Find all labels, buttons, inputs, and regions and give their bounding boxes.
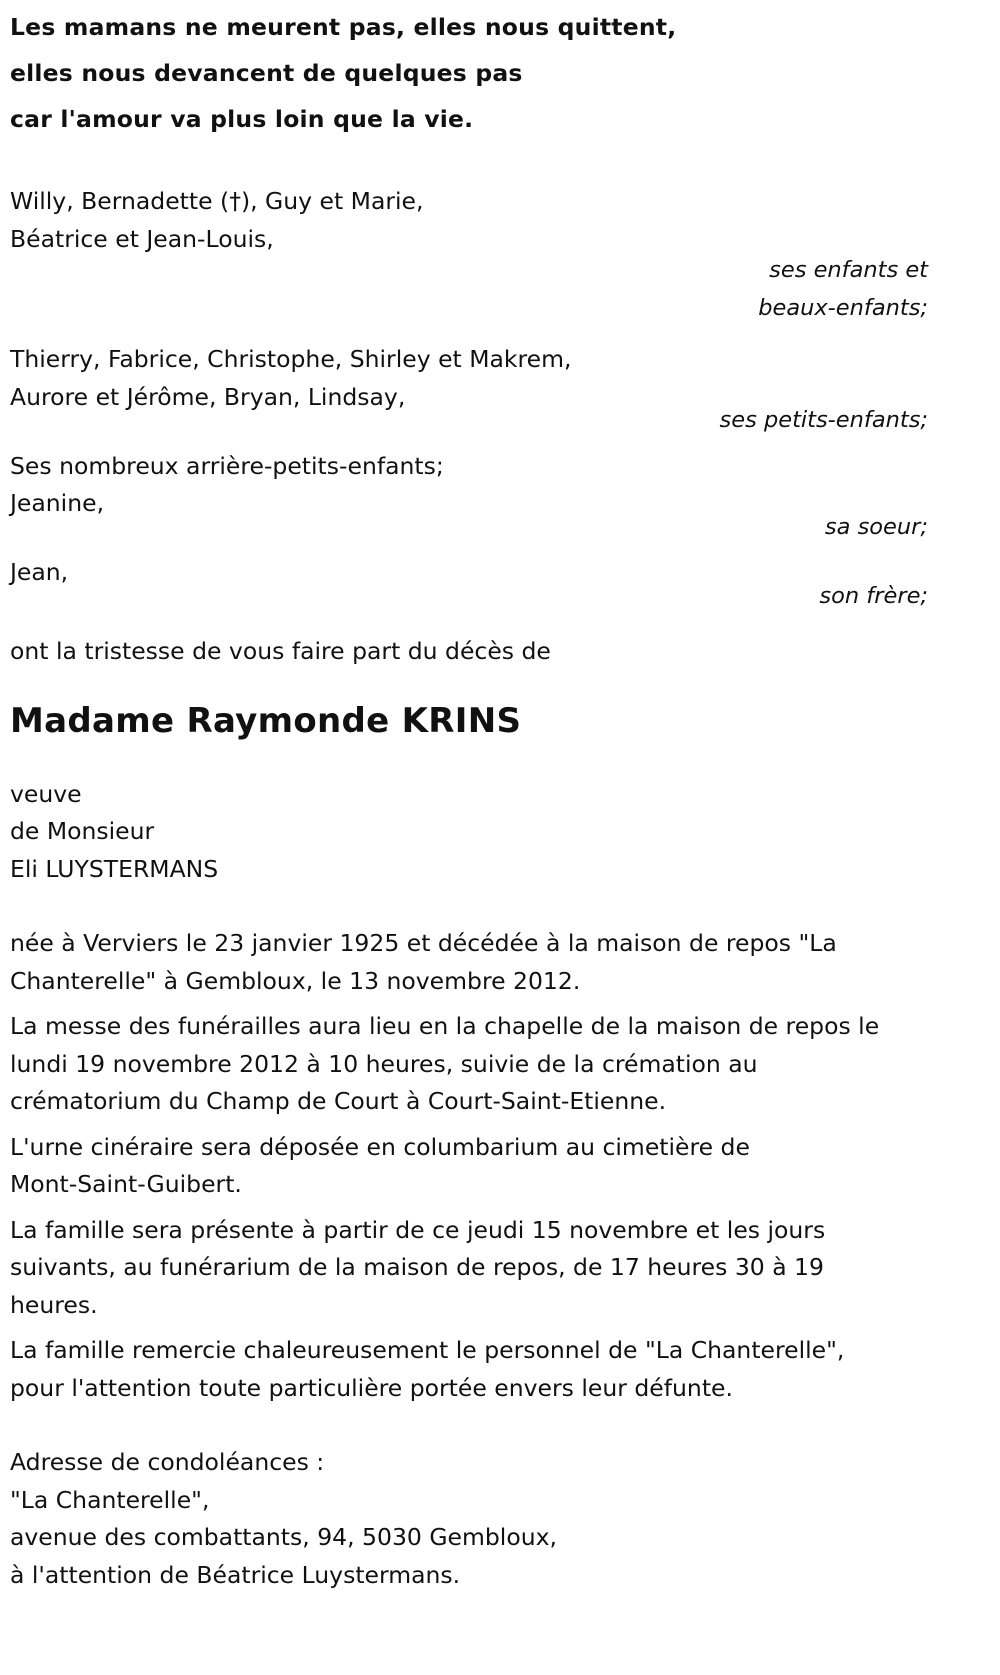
widow-line: Eli LUYSTERMANS [10, 854, 219, 883]
children-names-part-a: Willy, Bernadette ( [10, 187, 230, 215]
children-names-line-2: Béatrice et Jean-Louis, [10, 224, 274, 253]
address-line: à l'attention de Béatrice Luystermans. [10, 1560, 461, 1589]
paragraph-line: heures. [10, 1290, 98, 1319]
funeral-mass-paragraph [10, 1008, 928, 1121]
grandchildren-names-line-2: Aurore et Jérôme, Bryan, Lindsay, [10, 382, 406, 411]
sister-relation: sa soeur; [824, 513, 928, 540]
widow-of-block [10, 776, 928, 889]
children-names-line-1 [10, 183, 928, 221]
urn-paragraph [10, 1129, 928, 1204]
widow-line: de Monsieur [10, 817, 155, 845]
condolence-address [10, 1444, 928, 1594]
deceased-name: Madame Raymonde KRINS [10, 700, 522, 741]
paragraph-line: pour l'attention toute particulière portée envers leur défunte. [10, 1373, 733, 1402]
paragraph-line: Mont-Saint-Guibert. [10, 1170, 242, 1198]
brother-name: Jean, [10, 558, 69, 586]
visitation-paragraph [10, 1212, 928, 1325]
cross-icon: † [229, 187, 241, 215]
children-block [10, 183, 928, 258]
paragraph-line: La famille remercie chaleureusement le personnel de "La Chanterelle", [10, 1336, 845, 1364]
relation-label: ses enfants et [769, 257, 928, 283]
epigraph-line: elles nous devancent de quelques pas [10, 59, 523, 87]
paragraph-line: L'urne cinéraire sera déposée en columbarium au cimetière de [10, 1132, 750, 1161]
obituary-notice [10, 0, 928, 1594]
paragraph-line: Chanterelle" à Gembloux, le 13 novembre 2012. [10, 966, 581, 995]
address-line: "La Chanterelle", [10, 1485, 210, 1514]
grandchildren-names-line-1: Thierry, Fabrice, Christophe, Shirley et Makrem, [10, 345, 572, 373]
brother-relation: son frère; [819, 582, 928, 609]
paragraph-line: suivants, au funérarium de la maison de repos, de 17 heures 30 à 19 [10, 1253, 824, 1281]
birth-death-paragraph [10, 925, 928, 1000]
grandchildren-relation: ses petits-enfants; [719, 407, 928, 433]
address-line: avenue des combattants, 94, 5030 Gembloux, [10, 1523, 557, 1551]
sister-name: Jeanine, [10, 489, 105, 517]
great-grandchildren-line: Ses nombreux arrière-petits-enfants; [10, 451, 444, 480]
epigraph [10, 0, 928, 142]
address-line: Adresse de condoléances : [10, 1448, 325, 1476]
paragraph-line: La messe des funérailles aura lieu en la chapelle de la maison de repos le [10, 1012, 880, 1040]
paragraph-line: née à Verviers le 23 janvier 1925 et décédée à la maison de repos "La [10, 929, 837, 957]
relation-label: beaux-enfants; [758, 294, 928, 321]
epigraph-line: Les mamans ne meurent pas, elles nous quittent, [10, 13, 677, 41]
children-relation [10, 252, 928, 327]
announcement-text: ont la tristesse de vous faire part du décès de [10, 637, 551, 665]
paragraph-line: La famille sera présente à partir de ce jeudi 15 novembre et les jours [10, 1215, 826, 1244]
children-names-part-b: ), Guy et Marie, [240, 187, 424, 215]
thanks-paragraph [10, 1332, 928, 1407]
paragraph-line: lundi 19 novembre 2012 à 10 heures, suivie de la crémation au [10, 1049, 758, 1078]
widow-line: veuve [10, 779, 82, 808]
epigraph-line: car l'amour va plus loin que la vie. [10, 105, 474, 133]
paragraph-line: crématorium du Champ de Court à Court-Saint-Etienne. [10, 1087, 667, 1115]
